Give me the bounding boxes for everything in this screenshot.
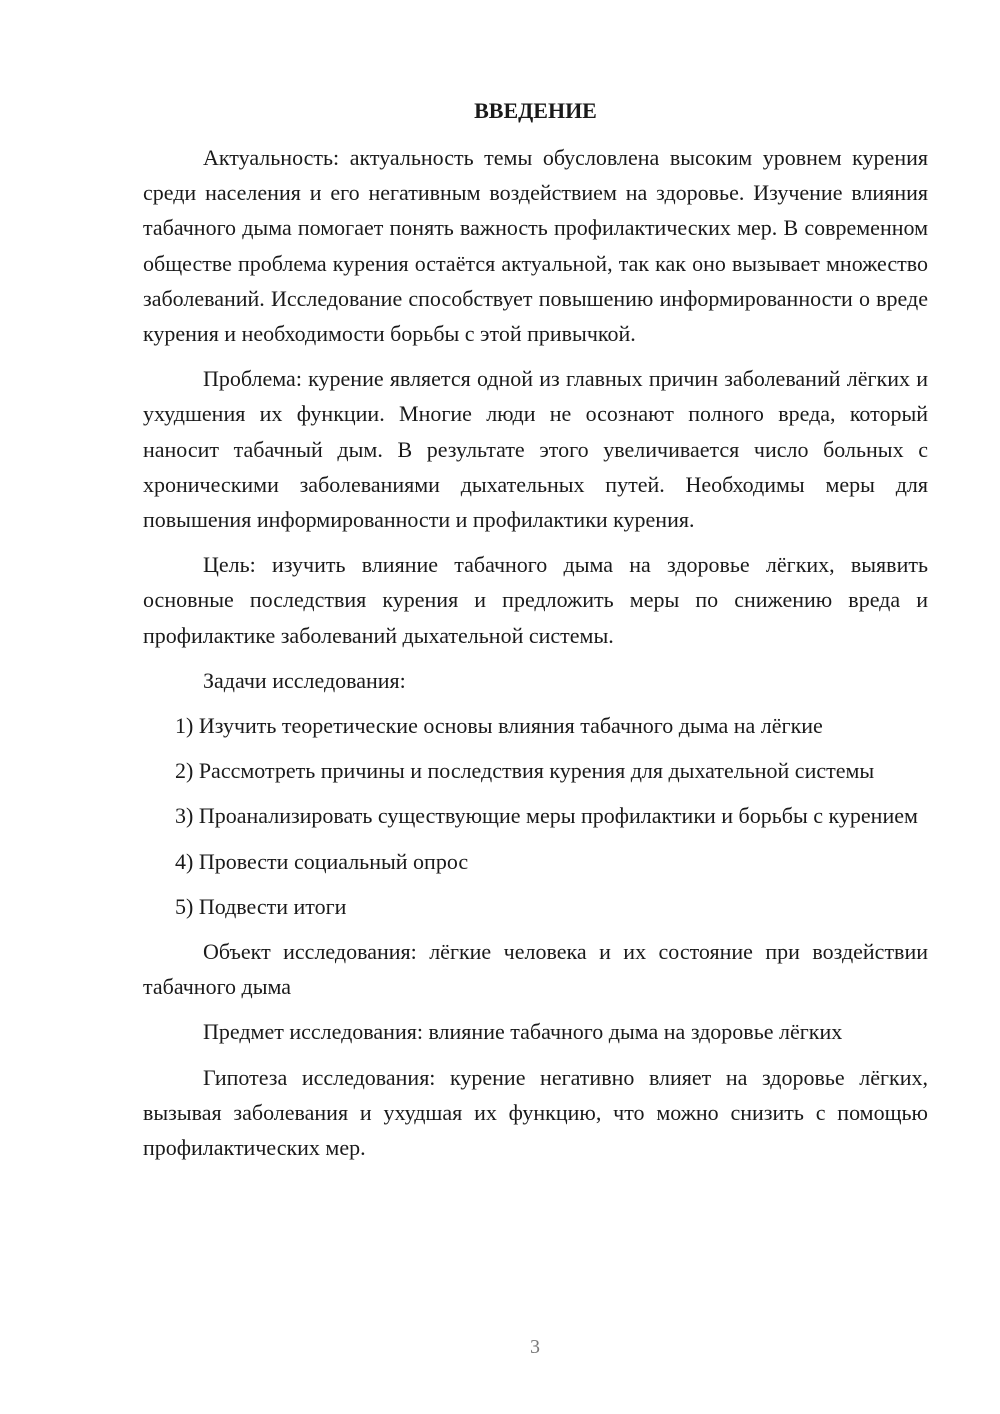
document-page — [143, 94, 928, 1175]
task-item-2: 2) Рассмотреть причины и последствия курения для дыхательной системы — [175, 758, 875, 784]
paragraph-goal: Цель: изучить влияние табачного дыма на здоровье лёгких, выявить основные последствия курения и предложить меры по снижению вреда и профилактике заболеваний дыхательной системы. — [143, 552, 928, 648]
tasks-heading: Задачи исследования: — [203, 667, 406, 693]
task-item-4: 4) Провести социальный опрос — [175, 848, 469, 874]
task-item-5: 5) Подвести итоги — [175, 893, 347, 919]
page-number: 3 — [530, 1336, 540, 1358]
page-title: ВВЕДЕНИЕ — [474, 98, 597, 123]
task-item-3: 3) Проанализировать существующие меры профилактики и борьбы с курением — [175, 803, 918, 829]
paragraph-hypothesis: Гипотеза исследования: курение негативно влияет на здоровье лёгких, вызывая заболевания и ухудшая их функцию, что можно снизить с помощью профилактических мер. — [143, 1064, 928, 1161]
paragraph-relevance: Актуальность: актуальность темы обусловлена высоким уровнем курения среди населения и его негативным воздействием на здоровье. Изучение влияния табачного дыма помогает понять важность профилактических мер. В современном обществе проблема курения остаётся актуальной, так как оно вызывает множество заболеваний. Исследование способствует повышению информированности о вреде курения и необходимости борьбы с этой привычкой. — [143, 145, 928, 347]
paragraph-object: Объект исследования: лёгкие человека и их состояние при воздействии табачного дыма — [143, 939, 928, 1000]
paragraph-subject: Предмет исследования: влияние табачного дыма на здоровье лёгких — [203, 1019, 843, 1045]
paragraph-problem: Проблема: курение является одной из главных причин заболеваний лёгких и ухудшения их функции. Многие люди не осознают полного вреда, который наносит табачный дым. В результате этого увеличивается число больных с хроническими заболеваниями дыхательных путей. Необходимы меры для повышения информированности и профилактики курения. — [143, 366, 928, 533]
task-item-1: 1) Изучить теоретические основы влияния табачного дыма на лёгкие — [175, 713, 823, 739]
